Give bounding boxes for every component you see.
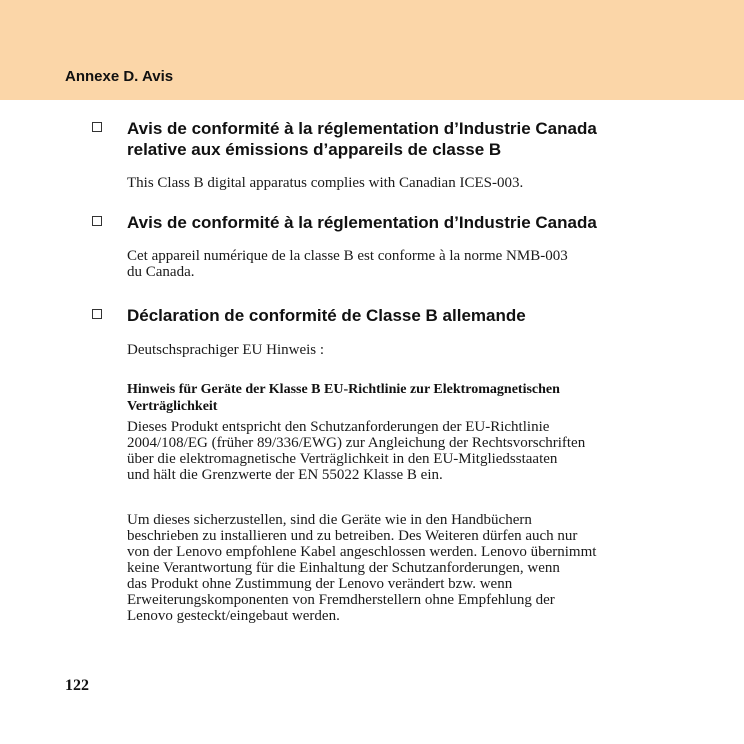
section-heading-german-class-b: Déclaration de conformité de Classe B allemande (127, 306, 526, 325)
body-line: Cet appareil numérique de la classe B est conforme à la norme NMB-003 (127, 248, 568, 264)
body-line: und hält die Grenzwerte der EN 55022 Klasse B ein. (127, 467, 443, 483)
body-line: Dieses Produkt entspricht den Schutzanforderungen der EU-Richtlinie (127, 419, 550, 435)
paragraph-1 (127, 419, 677, 483)
bullet-icon (92, 216, 102, 226)
bullet-icon (92, 309, 102, 319)
bullet-icon (92, 122, 102, 132)
sub-heading-line: Verträglichkeit (127, 399, 218, 414)
body-line: keine Verantwortung für die Einhaltung der Schutzanforderungen, wenn (127, 560, 560, 576)
body-line: das Produkt ohne Zustimmung der Lenovo verändert bzw. wenn (127, 576, 513, 592)
body-line: von der Lenovo empfohlene Kabel angeschlossen werden. Lenovo übernimmt (127, 544, 597, 560)
section-heading-ic-emissions (127, 118, 687, 160)
section-body (127, 248, 677, 280)
page-number: 122 (65, 677, 89, 694)
page-header-title: Annexe D. Avis (65, 68, 174, 85)
body-line: Erweiterungskomponenten von Fremdherstellern ohne Empfehlung der (127, 592, 555, 608)
body-line: beschrieben zu installieren und zu betreiben. Des Weiteren dürfen auch nur (127, 528, 578, 544)
section-body: This Class B digital apparatus complies with Canadian ICES-003. (127, 175, 524, 191)
sub-heading (127, 381, 687, 415)
body-line: du Canada. (127, 264, 195, 280)
paragraph-2 (127, 512, 677, 624)
heading-line: Avis de conformité à la réglementation d’Industrie Canada (127, 119, 597, 138)
body-line: über die elektromagnetische Verträglichkeit in den EU-Mitgliedsstaaten (127, 451, 558, 467)
section-heading-ic: Avis de conformité à la réglementation d’Industrie Canada (127, 213, 597, 232)
section-intro: Deutschsprachiger EU Hinweis : (127, 342, 325, 358)
body-line: Um dieses sicherzustellen, sind die Geräte wie in den Handbüchern (127, 512, 532, 528)
body-line: 2004/108/EG (früher 89/336/EWG) zur Angleichung der Rechtsvorschriften (127, 435, 586, 451)
body-line: Lenovo gesteckt/eingebaut werden. (127, 608, 340, 624)
sub-heading-line: Hinweis für Geräte der Klasse B EU-Richtlinie zur Elektromagnetischen (127, 382, 560, 397)
header-band (0, 0, 744, 100)
heading-line: relative aux émissions d’appareils de classe B (127, 140, 502, 159)
